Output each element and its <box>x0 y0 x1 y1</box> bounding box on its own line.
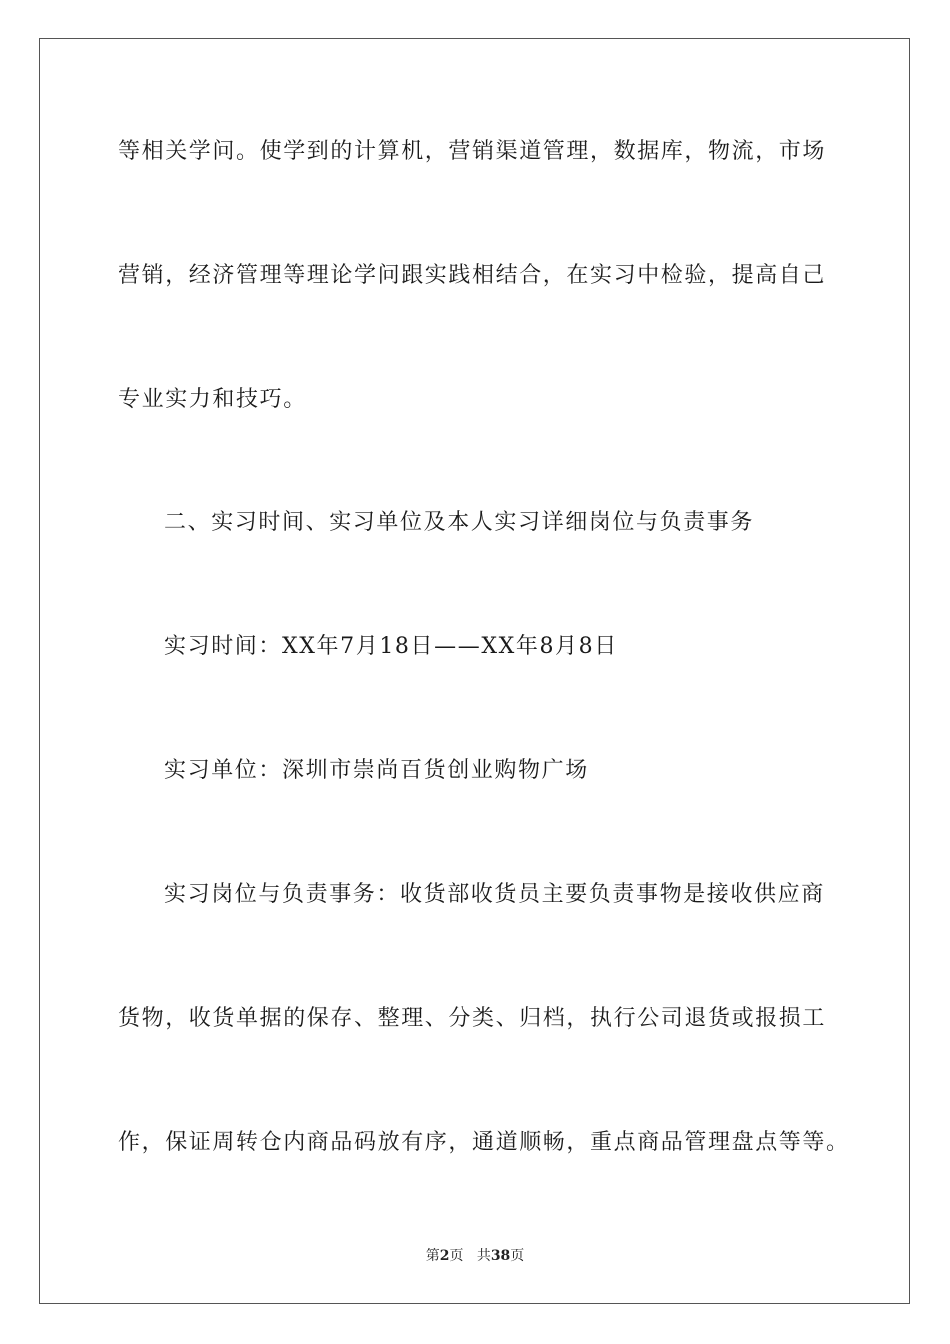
page-footer <box>0 1246 950 1266</box>
page-border <box>39 38 910 1304</box>
body-text-line: 作，保证周转仓内商品码放有序，通道顺畅，重点商品管理盘点等等。 <box>118 1130 850 1155</box>
internship-unit: 实习单位：深圳市崇尚百货创业购物广场 <box>164 758 589 783</box>
section-heading: 二、实习时间、实习单位及本人实习详细岗位与负责事务 <box>164 510 755 535</box>
footer-prefix: 第 <box>425 1248 440 1264</box>
body-text-line: 营销，经济管理等理论学问跟实践相结合，在实习中检验，提高自己 <box>118 263 827 288</box>
body-text-line: 货物，收货单据的保存、整理、分类、归档，执行公司退货或报损工 <box>118 1006 827 1031</box>
body-text-line: 专业实力和技巧。 <box>118 387 307 412</box>
footer-total-suffix: 页 <box>510 1248 525 1264</box>
current-page-number: 2 <box>439 1248 450 1264</box>
footer-page-suffix: 页 <box>449 1248 464 1264</box>
internship-time: 实习时间：XX年7月18日——XX年8月8日 <box>164 634 618 659</box>
body-text-line: 实习岗位与负责事务：收货部收货员主要负责事物是接收供应商 <box>164 882 825 907</box>
total-pages-number: 38 <box>490 1248 511 1264</box>
body-text-line: 等相关学问。使学到的计算机，营销渠道管理，数据库，物流，市场 <box>118 139 827 164</box>
footer-total-prefix: 共 <box>476 1248 491 1264</box>
